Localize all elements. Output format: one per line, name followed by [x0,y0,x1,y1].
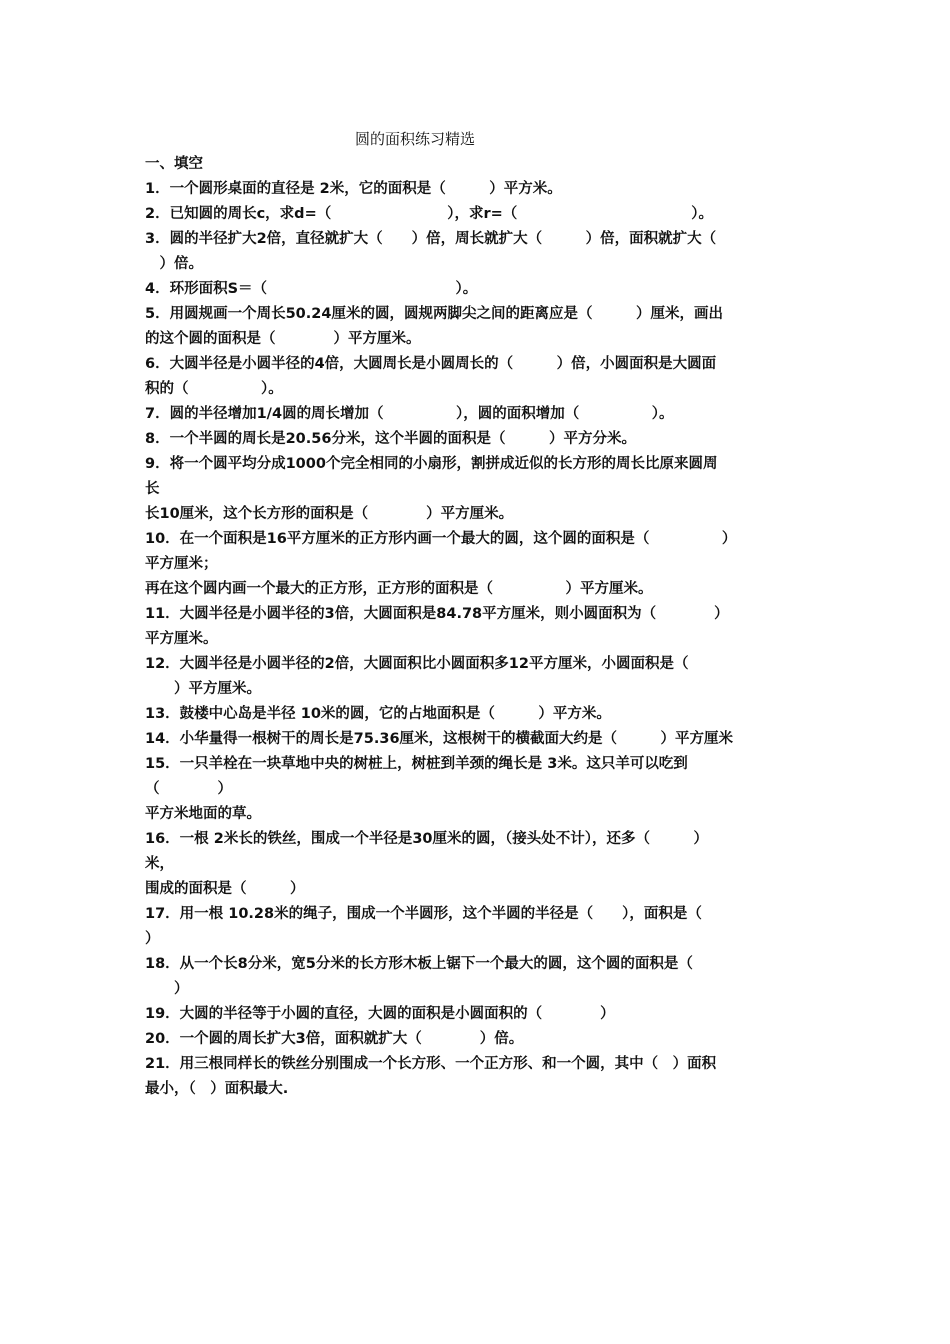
question-line: （ ） [145,781,232,797]
question-line: 长 [145,481,160,497]
question-line: 米， [145,856,174,872]
question-line: 平方米地面的草。 [145,806,261,822]
question-line: 18．从一个长8分米，宽5分米的长方形木板上锯下一个最大的圆，这个圆的面积是（ [145,956,693,972]
document-title: 圆的面积练习精选 [355,130,476,148]
question-line: 21．用三根同样长的铁丝分别围成一个长方形、一个正方形、和一个圆，其中（ ）面积 [145,1056,717,1072]
question-line: 1．一个圆形桌面的直径是 2米，它的面积是（ ）平方米。 [145,181,562,197]
question-line: 最小，（ ）面积最大. [145,1081,289,1097]
question-line: 围成的面积是（ ） [145,881,305,897]
question-line: ） [145,981,189,997]
question-line: 8．一个半圆的周长是20.56分米，这个半圆的面积是（ ）平方分米。 [145,431,636,447]
question-line: 16．一根 2米长的铁丝，围成一个半径是30厘米的圆，（接头处不计），还多（ ） [145,831,708,847]
question-line: 9．将一个圆平均分成1000个完全相同的小扇形，割拼成近似的长方形的周长比原来圆周 [145,456,718,472]
question-line: 20．一个圆的周长扩大3倍，面积就扩大（ ）倍。 [145,1031,524,1047]
question-line: 15．一只羊栓在一块草地中央的树桩上，树桩到羊颈的绳长是 3米。这只羊可以吃到 [145,756,688,772]
question-line: 平方厘米。 [145,631,218,647]
question-line: 积的（ ）。 [145,381,283,397]
question-line: 4．环形面积S＝（ ）。 [145,281,478,297]
section-heading: 一、填空 [145,156,203,172]
question-line: 长10厘米，这个长方形的面积是（ ）平方厘米。 [145,506,514,522]
question-line: 19．大圆的半径等于小圆的直径，大圆的面积是小圆面积的（ ） [145,1006,615,1022]
question-line: 11．大圆半径是小圆半径的3倍，大圆面积是84.78平方厘米，则小圆面积为（ ） [145,606,729,622]
question-line: 2．已知圆的周长c，求d=（ ），求r=（ ）。 [145,206,714,222]
question-list [145,152,810,1102]
question-line: 3．圆的半径扩大2倍，直径就扩大（ ）倍，周长就扩大（ ）倍，面积就扩大（ [145,231,717,247]
question-line: 10．在一个面积是16平方厘米的正方形内画一个最大的圆，这个圆的面积是（ ） [145,531,737,547]
question-line: 12．大圆半径是小圆半径的2倍，大圆面积比小圆面积多12平方厘米，小圆面积是（ [145,656,689,672]
question-line: 5．用圆规画一个周长50.24厘米的圆，圆规两脚尖之间的距离应是（ ）厘米，画出 [145,306,723,322]
question-line: 13．鼓楼中心岛是半径 10米的圆，它的占地面积是（ ）平方米。 [145,706,611,722]
question-line: 平方厘米； [145,556,218,572]
question-line: 17．用一根 10.28米的绳子，围成一个半圆形，这个半圆的半径是（ ），面积是（ [145,906,702,922]
question-line: ）平方厘米。 [145,681,261,697]
question-line: 14．小华量得一根树干的周长是75.36厘米，这根树干的横截面大约是（ ）平方厘米 [145,731,734,747]
question-line: 6．大圆半径是小圆半径的4倍，大圆周长是小圆周长的（ ）倍，小圆面积是大圆面 [145,356,717,372]
question-line: 7．圆的半径增加1/4圆的周长增加（ ），圆的面积增加（ ）。 [145,406,674,422]
question-line: ） [145,931,160,947]
question-line: 再在这个圆内画一个最大的正方形，正方形的面积是（ ）平方厘米。 [145,581,653,597]
question-line: ）倍。 [145,256,203,272]
question-line: 的这个圆的面积是（ ）平方厘米。 [145,331,421,347]
